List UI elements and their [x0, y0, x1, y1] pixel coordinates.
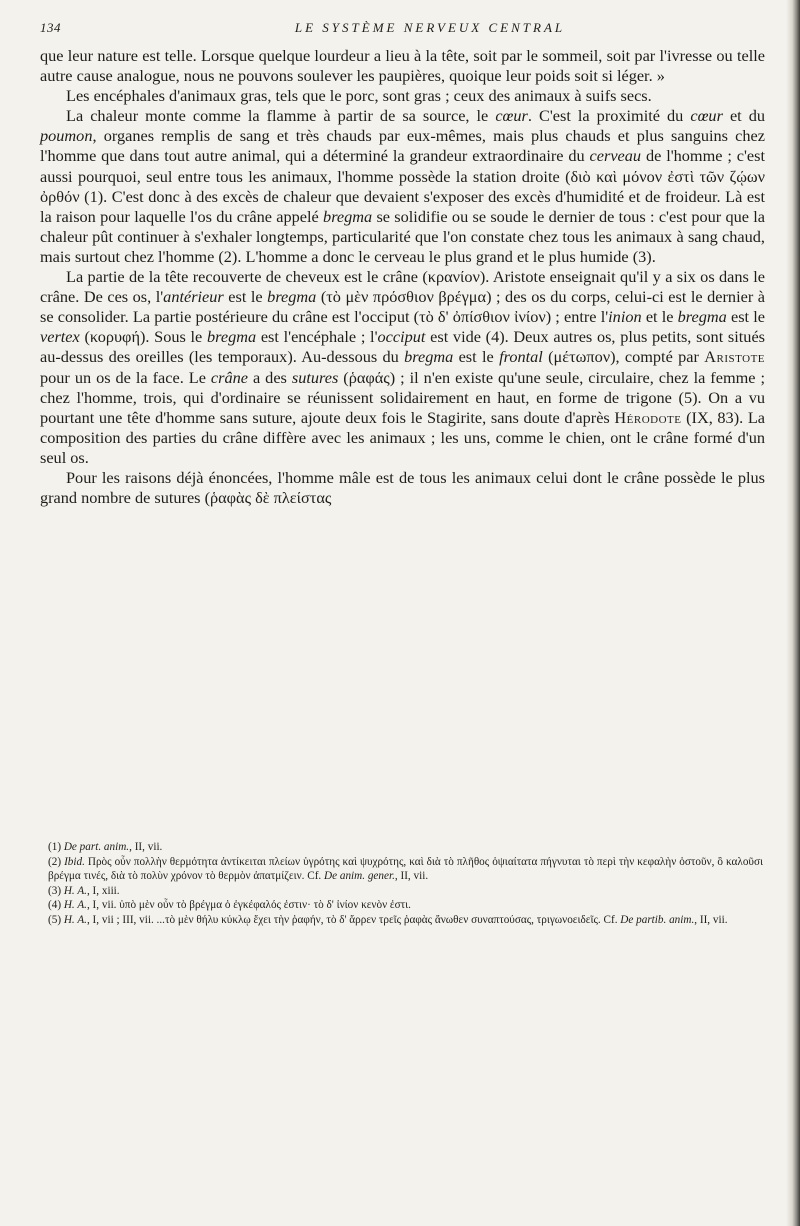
text-run: Ibid. [64, 855, 85, 868]
text-run: est le [453, 347, 500, 367]
text-run: et du [722, 106, 766, 126]
page-header [40, 16, 780, 44]
text-run: frontal [499, 347, 543, 367]
paragraph [40, 46, 765, 86]
text-run: De anim. gener. [324, 870, 395, 883]
text-run: . C'est la proximité du [527, 106, 691, 126]
text-run: (ῥαφάς) ; il n'en existe qu'une seule, circulaire, chez la femme ; chez l'homme, trois, qui d'ordinaire se réunissent solidairement en haut, en forme de trigone (5). On a vu pourtant une tête d'homme sans suture, ajoute deux fois le Stagirite, sans doute d'après [40, 367, 765, 427]
text-run: cœur [690, 106, 723, 126]
paragraph [40, 468, 765, 508]
text-run: poumon [40, 126, 93, 146]
paragraph [40, 267, 765, 468]
text-run: et le [641, 307, 678, 327]
text-run: Aristote [704, 347, 766, 367]
text-run: antérieur [163, 287, 224, 307]
text-run: Les encéphales d'animaux gras, tels que le porc, sont gras ; ceux des animaux à suifs secs. [66, 86, 652, 106]
text-run: sutures [291, 367, 339, 387]
text-run: occiput [377, 327, 426, 347]
text-run: bregma [323, 206, 373, 226]
text-run: (κορυφή). Sous le [79, 327, 207, 347]
text-run: , I, vii ; III, vii. ...τὸ μὲν θήλυ κύκλῳ ἔχει τὴν ῥαφήν, τὸ δ' ἄρρεν τρεῖς ῥαφὰς ἄνωθεν συναπτούσας, τριγωνοειδεῖς. Cf. [86, 913, 621, 926]
text-run: , II, vii. [129, 841, 163, 853]
footnote [48, 840, 763, 855]
text-run: , I, vii. ὑπὸ μὲν οὖν τὸ βρέγμα ὁ ἐγκέφαλός ἐστιν· τὸ δ' ἰνίον κενὸν ἐστι. [86, 899, 411, 912]
text-run: a des [248, 367, 292, 387]
text-run: inion [608, 307, 642, 327]
text-run: , II, vii. [694, 913, 728, 926]
text-run: La partie de la tête recouverte de cheveux est le crâne (κρανίον). Aristote enseignait qu'il y a six os dans le crâne. De ces os, l' [40, 267, 765, 307]
paragraph [40, 106, 765, 267]
text-run: H. A. [63, 913, 87, 926]
text-run: (3) [48, 884, 64, 897]
text-run: (2) [48, 855, 65, 868]
text-run: (4) [48, 899, 64, 912]
footnote [48, 913, 763, 928]
text-run: de l'homme ; c'est aussi pourquoi, seul entre tous les animaux, l'homme possède la station droite (διὸ καὶ μόνον ἐστὶ τῶν ζῴων ὀρθόν (1). C'est donc à des excès de chaleur que devaient s'exposer des excès d'humidité et de froideur. Là est la raison pour laquelle l'os du crâne appelé [40, 146, 765, 226]
text-run: , II, vii. [394, 870, 429, 883]
running-title: LE SYSTÈME NERVEUX CENTRAL [294, 20, 566, 35]
text-run: , organes remplis de sang et très chauds par eux-mêmes, mais plus chauds et plus sanguins chez l'homme que dans tout autre animal, qui a déterminé la grandeur extraordinaire du [40, 126, 765, 166]
text-run: est le [223, 287, 268, 307]
paragraph [40, 86, 765, 106]
text-run: vertex [40, 327, 80, 347]
text-run: (5) [48, 913, 64, 926]
text-run: De partib. anim. [620, 913, 695, 926]
text-run: (1) [48, 841, 64, 853]
text-run: (τὸ μὲν πρόσθιον βρέγμα) ; des os du corps, celui-ci est le dernier à se consolider. La partie postérieure du crâne est l'occiput (τὸ δ' ὀπίσθιον ἰνίον) ; entre l' [40, 287, 765, 327]
text-run: crâne [210, 367, 248, 387]
text-run: H. A. [63, 899, 87, 912]
text-run: est le [726, 307, 765, 327]
text-run: Pour les raisons déjà énoncées, l'homme mâle est de tous les animaux celui dont le crâne possède le plus grand nombre de sutures (ῥαφὰς δὲ πλείστας [40, 467, 765, 508]
text-run: se solidifie ou se soude le dernier de tous : c'est pour que la chaleur pût continuer à s'exhaler longtemps, particularité que l'on constate chez tous les animaux à sang chaud, mais surtout chez l'homme (2). L'homme a donc le cerveau le plus grand et le plus humide (3). [40, 206, 765, 266]
text-run: que leur nature est telle. Lorsque quelque lourdeur a lieu à la tête, soit par le sommeil, soit par l'ivresse ou telle autre cause analogue, nous ne pouvons soulever les paupières, quoique leur poids soit si léger. » [40, 46, 765, 86]
text-run: pour un os de la face. Le [40, 367, 211, 387]
footnote [48, 855, 763, 884]
text-run: (IX, 83). La composition des parties du crâne diffère avec les animaux ; les uns, comme le chien, ont le crâne formé d'un seul os. [40, 407, 765, 467]
text-run: , I, xiii. [86, 884, 120, 897]
text-run: Hérodote [614, 407, 682, 427]
footnotes [48, 840, 763, 928]
text-run: bregma [677, 307, 727, 327]
text-run: est vide (4). Deux autres os, plus petits, sont situés au-dessus des oreilles (les temporaux). Au-dessous du [40, 327, 766, 367]
text-run: bregma [206, 327, 257, 347]
footnote [48, 884, 763, 899]
text-run: La chaleur monte comme la flamme à partir de sa source, le [66, 106, 496, 126]
text-run: cœur [495, 106, 528, 126]
text-run: (μέτωπον), compté par [542, 347, 705, 367]
page-number: 134 [40, 20, 61, 35]
text-run: De part. anim. [63, 841, 130, 853]
body-text [40, 46, 765, 508]
text-run: cerveau [589, 146, 642, 166]
text-run: H. A. [63, 884, 87, 897]
text-run: est l'encéphale ; l' [256, 327, 378, 347]
text-run: bregma [404, 347, 454, 367]
text-run: bregma [267, 287, 317, 307]
footnote [48, 898, 763, 913]
page-edge-shadow [786, 0, 800, 1226]
text-run: Πρὸς οὖν πολλὴν θερμότητα ἀντίκειται πλείων ὑγρότης καὶ ψυχρότης, καὶ διὰ τὸ πλῆθος ὀψιαίτατα πήγνυται τὸ περὶ τὴν κεφαλὴν ὀστοῦν, ὃ καλοῦσι βρέγμα τινές, διὰ τὸ πολὺν χρόνον τὸ θερμὸν ἀπατμίζειν. Cf. [48, 855, 763, 883]
